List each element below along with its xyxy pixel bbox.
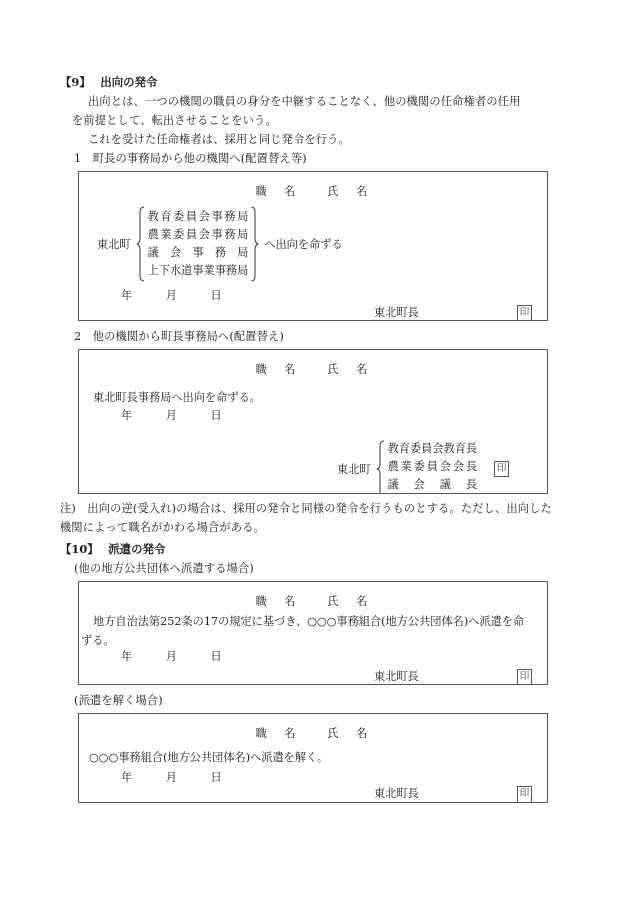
form-box-shukko-incoming (78, 349, 548, 494)
form-1-date-line: 年 月 日 (121, 289, 222, 302)
list-item: 上下水道事業事務局 (147, 264, 249, 277)
form-3-date-line: 年 月 日 (121, 650, 222, 663)
section-10-case-1-label: (他の地方公共団体へ派遣する場合) (74, 562, 254, 575)
left-brace-icon (136, 206, 145, 282)
form-1-destination-group (97, 206, 343, 282)
form-2-signer-list (385, 440, 481, 494)
form-1-destination-list (145, 208, 252, 280)
section-9-paragraph-1-line-1: 出向とは、一つの機関の職員の身分を中継することなく、他の機関の任命権者の任用 (88, 95, 521, 108)
section-10-case-2-label: (派遣を解く場合) (74, 694, 163, 707)
section-9-heading: 【9】 出向の発令 (60, 75, 158, 89)
list-item: 議 会 議 長 (387, 478, 478, 491)
form-4-body-text: ○○○事務組合(地方公共団体名)へ派遣を解く。 (89, 751, 329, 764)
form-4-seal (517, 781, 532, 803)
list-item: 議 会 事 務 局 (147, 246, 249, 259)
left-brace-icon (376, 440, 385, 494)
form-4-signer: 東北町長 (374, 787, 419, 800)
form-box-haken-release (78, 713, 548, 803)
seal-icon: 印 (494, 461, 509, 478)
form-2-brace-group (376, 440, 481, 494)
form-3-body-line-2: ずる。 (81, 634, 115, 647)
list-item: 農業委員会事務局 (147, 228, 249, 241)
form-2-date-line: 年 月 日 (121, 409, 222, 422)
form-3-title: 職 名 氏 名 (255, 595, 371, 608)
form-1-title: 職 名 氏 名 (255, 185, 371, 198)
form-3-seal (517, 664, 532, 685)
seal-icon: 印 (517, 669, 532, 685)
form-1-order-text: へ出向を命ずる (264, 238, 343, 251)
form-2-title: 職 名 氏 名 (255, 363, 371, 376)
form-3-body-line-1: 地方自治法第252条の17の規定に基づき、○○○事務組合(地方公共団体名)へ派遣を命 (93, 615, 525, 628)
form-box-shukko-outgoing (78, 171, 548, 321)
section-9-paragraph-1-line-2: を前提として、転出させることをいう。 (72, 114, 277, 127)
list-item: 教育委員会教育長 (387, 442, 478, 455)
list-item: 教育委員会事務局 (147, 210, 249, 223)
section-9-note: 注) 出向の逆(受入れ)の場合は、採用の発令と同様の発令を行うものとする。ただし、出向した機関によって職名がかわる場合がある。 (60, 502, 552, 534)
section-9-item-2-label: 2 他の機関から町長事務局へ(配置替え) (74, 330, 285, 343)
form-box-haken-dispatch (78, 581, 548, 685)
section-10-heading: 【10】 派遣の発令 (60, 542, 166, 556)
form-2-body-text: 東北町長事務局へ出向を命ずる。 (93, 391, 261, 404)
list-item: 農業委員会会長 (387, 460, 478, 473)
document-content (60, 72, 560, 803)
seal-icon: 印 (517, 305, 532, 321)
form-1-seal (517, 300, 532, 321)
form-2-org-label: 東北町 (337, 463, 371, 476)
right-bracket-icon (251, 206, 259, 282)
form-2-signer-group (337, 440, 509, 494)
form-1-org-label: 東北町 (97, 238, 131, 251)
form-4-date-line: 年 月 日 (121, 771, 222, 784)
form-1-brace-group (136, 206, 260, 282)
form-3-signer: 東北町長 (374, 670, 419, 683)
section-9-paragraph-2: これを受けた任命権者は、採用と同じ発令を行う。 (88, 133, 350, 146)
form-4-title: 職 名 氏 名 (255, 727, 371, 740)
seal-icon: 印 (517, 786, 532, 803)
section-9-item-1-label: 1 町長の事務局から他の機関へ(配置替え等) (74, 152, 307, 165)
form-1-signer: 東北町長 (374, 306, 419, 319)
